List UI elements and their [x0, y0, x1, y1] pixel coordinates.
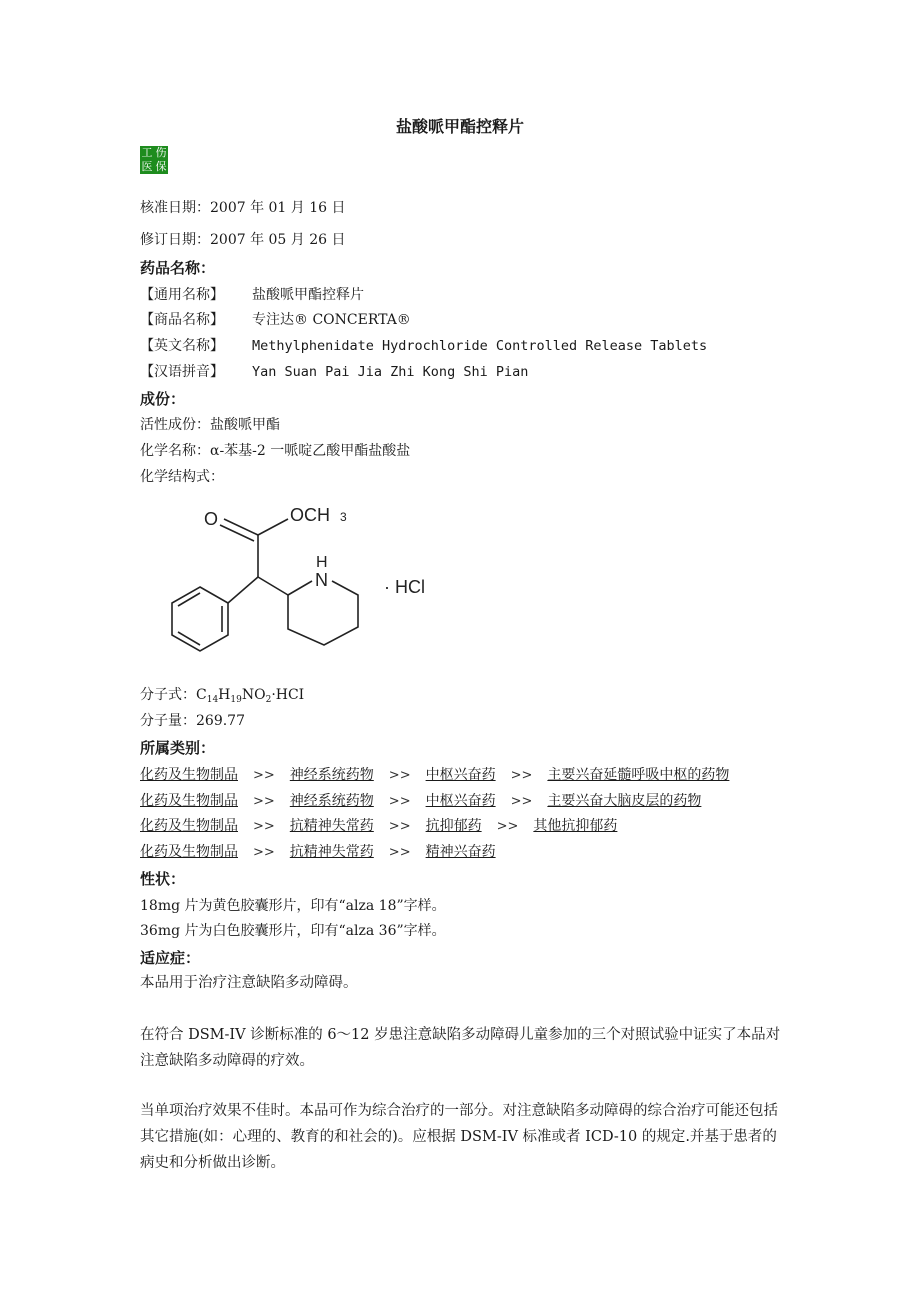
methoxy-label: OCH	[290, 505, 330, 525]
english-name-value: Methylphenidate Hydrochloride Controlled Release Tablets	[252, 338, 708, 354]
trade-name-row	[140, 309, 411, 329]
badge-char-1: 工	[141, 146, 153, 159]
chemical-structure-diagram	[148, 497, 448, 669]
category-separator: >>	[510, 768, 533, 783]
formula-sub-c: 14	[206, 695, 219, 705]
ring-c2-n-bond	[288, 581, 312, 595]
category-link[interactable]: 主要兴奋大脑皮层的药物	[547, 793, 702, 809]
insurance-badge	[140, 146, 168, 174]
category-link[interactable]: 中枢兴奋药	[425, 767, 496, 783]
amine-h-label: H	[316, 554, 328, 571]
property-line-36mg: 36mg 片为白色胶囊形片，印有“alza 36”字样。	[140, 923, 446, 939]
category-heading: 所属类别：	[140, 739, 216, 757]
benzene-double-bond-3	[178, 632, 200, 645]
properties-heading: 性状：	[140, 870, 186, 888]
trade-name-value: 专注达® CONCERTA®	[252, 312, 411, 328]
english-name-label: 【英文名称】	[140, 338, 224, 354]
category-link[interactable]: 中枢兴奋药	[425, 793, 496, 809]
formula-suffix: ·HCI	[271, 687, 305, 703]
composition-heading: 成份：	[140, 390, 186, 408]
indications-paragraph-3: 当单项治疗效果不佳时。本品可作为综合治疗的一部分。对注意缺陷多动障碍的综合治疗可能还包括其它措施(如：心理的、教育的和社会的)。应根据 DSM-IV 标准或者 ICD-10 的规定.并基于患者的病史和分析做出诊断。	[140, 1103, 778, 1171]
category-separator: >>	[496, 819, 519, 834]
category-row-4	[140, 841, 496, 861]
ester-oxygen-bond	[258, 519, 288, 535]
category-separator: >>	[253, 819, 275, 834]
approval-date: 核准日期：2007 年 01 月 16 日	[140, 200, 346, 216]
ch-piperidine-bond	[258, 577, 288, 595]
category-row-3	[140, 815, 617, 835]
carbonyl-bond-1	[224, 519, 258, 535]
generic-name-row	[140, 284, 364, 304]
badge-char-2: 伤	[155, 146, 167, 159]
category-separator: >>	[388, 794, 411, 809]
methoxy-subscript: 3	[340, 510, 347, 524]
category-link[interactable]: 抗精神失常药	[289, 818, 374, 834]
english-name-row	[140, 335, 707, 355]
benzene-double-bond-1	[178, 593, 200, 606]
formula-sub-o: 2	[265, 695, 272, 705]
category-link[interactable]: 神经系统药物	[289, 793, 374, 809]
property-line-18mg: 18mg 片为黄色胶囊形片，印有“alza 18”字样。	[140, 898, 446, 914]
category-separator: >>	[388, 845, 411, 860]
category-row-1	[140, 764, 729, 784]
formula-h: H	[218, 687, 231, 703]
category-link[interactable]: 精神兴奋药	[425, 844, 496, 860]
benzene-ring	[172, 587, 228, 651]
amine-n-label: N	[315, 570, 328, 590]
category-separator: >>	[253, 794, 275, 809]
generic-name-value: 盐酸哌甲酯控释片	[252, 287, 364, 303]
category-link[interactable]: 化药及生物制品	[140, 844, 238, 860]
category-separator: >>	[510, 794, 533, 809]
oxygen-label: O	[204, 509, 219, 529]
category-link[interactable]: 化药及生物制品	[140, 793, 238, 809]
pinyin-name-row	[140, 361, 528, 381]
piperidine-ring	[288, 581, 358, 645]
category-row-2	[140, 790, 701, 810]
category-link[interactable]: 抗抑郁药	[425, 818, 482, 834]
document-title: 盐酸哌甲酯控释片	[395, 117, 524, 136]
category-separator: >>	[253, 768, 275, 783]
category-link[interactable]: 主要兴奋延髓呼吸中枢的药物	[547, 767, 730, 783]
carbonyl-bond-2	[220, 525, 254, 541]
category-link[interactable]: 抗精神失常药	[289, 844, 374, 860]
molecular-formula	[140, 684, 304, 705]
category-link[interactable]: 化药及生物制品	[140, 767, 238, 783]
molecular-weight: 分子量：269.77	[140, 713, 245, 729]
formula-sub-h: 19	[230, 695, 242, 705]
hcl-label: · HCl	[384, 577, 425, 597]
revision-date: 修订日期：2007 年 05 月 26 日	[140, 232, 346, 248]
drug-name-heading: 药品名称：	[140, 259, 216, 277]
category-separator: >>	[388, 768, 411, 783]
chemical-name: 化学名称：α-苯基-2 一哌啶乙酸甲酯盐酸盐	[140, 443, 411, 459]
category-link[interactable]: 神经系统药物	[289, 767, 374, 783]
indications-paragraph-1: 本品用于治疗注意缺陷多动障碍。	[140, 975, 358, 991]
pinyin-name-value: Yan Suan Pai Jia Zhi Kong Shi Pian	[252, 364, 529, 380]
active-ingredient: 活性成份：盐酸哌甲酯	[140, 417, 280, 433]
phenyl-ch-bond	[228, 577, 258, 603]
structure-label: 化学结构式：	[140, 469, 224, 485]
badge-char-3: 医	[141, 160, 153, 173]
badge-char-4: 保	[155, 160, 167, 173]
category-link[interactable]: 其他抗抑郁药	[533, 818, 618, 834]
formula-no: NO	[241, 687, 266, 703]
indications-heading: 适应症：	[140, 949, 201, 967]
indications-paragraph-2: 在符合 DSM-IV 诊断标准的 6～12 岁患注意缺陷多动障碍儿童参加的三个对照试验中证实了本品对注意缺陷多动障碍的疗效。	[140, 1027, 781, 1069]
category-separator: >>	[388, 819, 411, 834]
pinyin-name-label: 【汉语拼音】	[140, 364, 224, 380]
formula-prefix: 分子式：C	[140, 687, 207, 703]
category-link[interactable]: 化药及生物制品	[140, 818, 238, 834]
category-separator: >>	[253, 845, 275, 860]
trade-name-label: 【商品名称】	[140, 312, 224, 328]
generic-name-label: 【通用名称】	[140, 287, 224, 303]
